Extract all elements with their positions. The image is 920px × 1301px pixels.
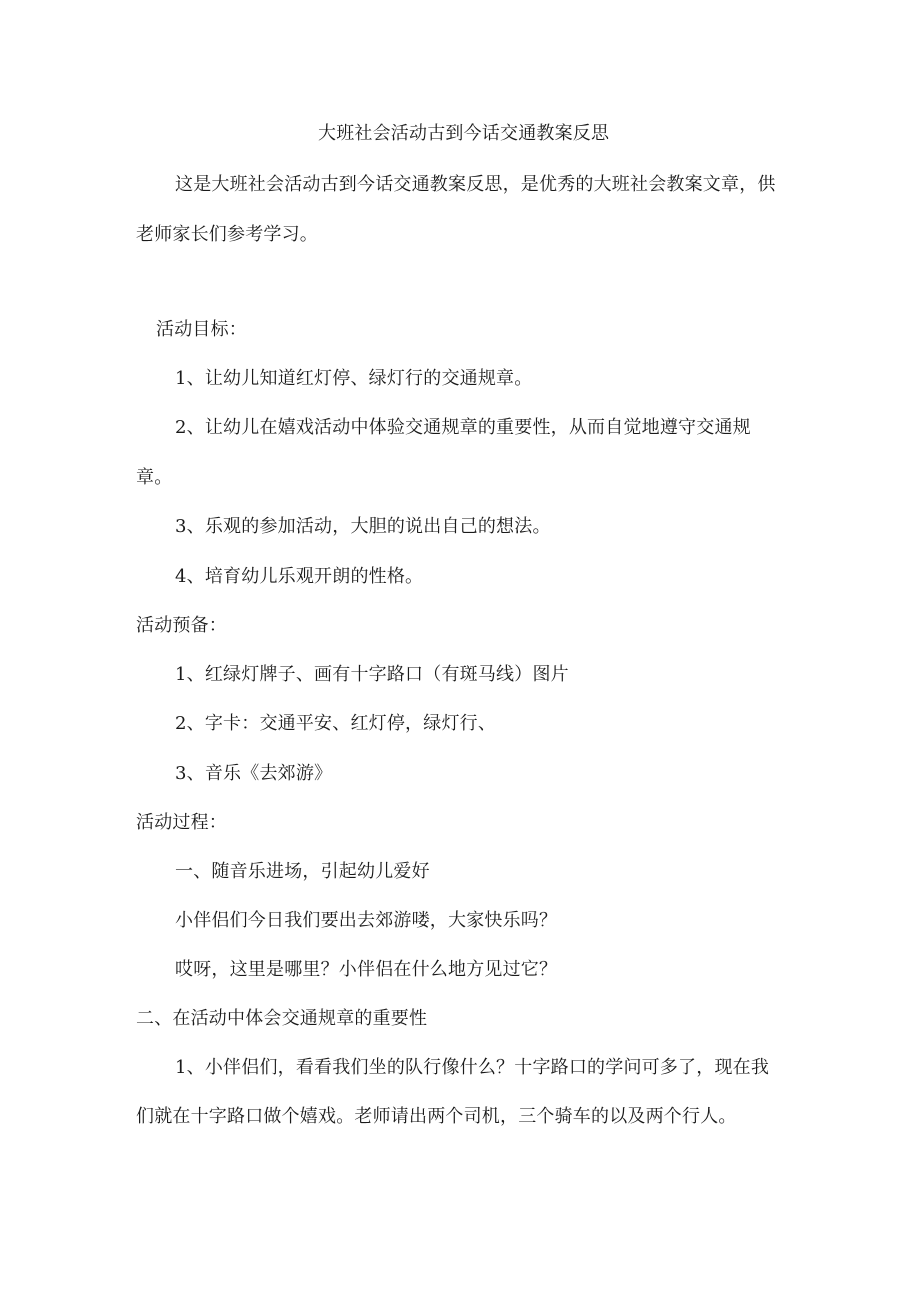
goals-item-2-cont: 章。 [136,467,173,488]
goals-item-2: 2、让幼儿在嬉戏活动中体验交通规章的重要性，从而自觉地遵守交通规 [175,417,751,438]
goals-item-4: 4、培育幼儿乐观开朗的性格。 [175,566,424,587]
prep-item-3: 3、音乐《去郊游》 [175,763,333,784]
process-item-5-cont: 们就在十字路口做个嬉戏。老师请出两个司机，三个骑车的以及两个行人。 [136,1106,737,1127]
process-item-1: 一、随音乐进场，引起幼儿爱好 [175,861,430,882]
goals-item-1: 1、让幼儿知道红灯停、绿灯行的交通规章。 [175,368,533,389]
process-item-4: 二、在活动中体会交通规章的重要性 [136,1008,428,1029]
process-item-3: 哎呀，这里是哪里？小伴侣在什么地方见过它？ [175,959,558,980]
process-heading: 活动过程： [136,812,227,833]
intro-line-1: 这是大班社会活动古到今话交通教案反思，是优秀的大班社会教案文章，供 [175,174,776,195]
process-item-5: 1、小伴侣们，看看我们坐的队行像什么？十字路口的学问可多了，现在我 [175,1057,770,1078]
document-title: 大班社会活动古到今话交通教案反思 [318,123,610,144]
prep-heading: 活动预备： [136,615,227,636]
prep-item-1: 1、红绿灯牌子、画有十字路口（有斑马线）图片 [175,664,569,685]
goals-heading: 活动目标： [156,319,247,340]
prep-item-2: 2、字卡：交通平安、红灯停，绿灯行、 [175,713,497,734]
goals-item-3: 3、乐观的参加活动，大胆的说出自己的想法。 [175,516,551,537]
process-item-2: 小伴侣们今日我们要出去郊游喽，大家快乐吗？ [175,910,558,931]
intro-line-2: 老师家长们参考学习。 [136,224,318,245]
